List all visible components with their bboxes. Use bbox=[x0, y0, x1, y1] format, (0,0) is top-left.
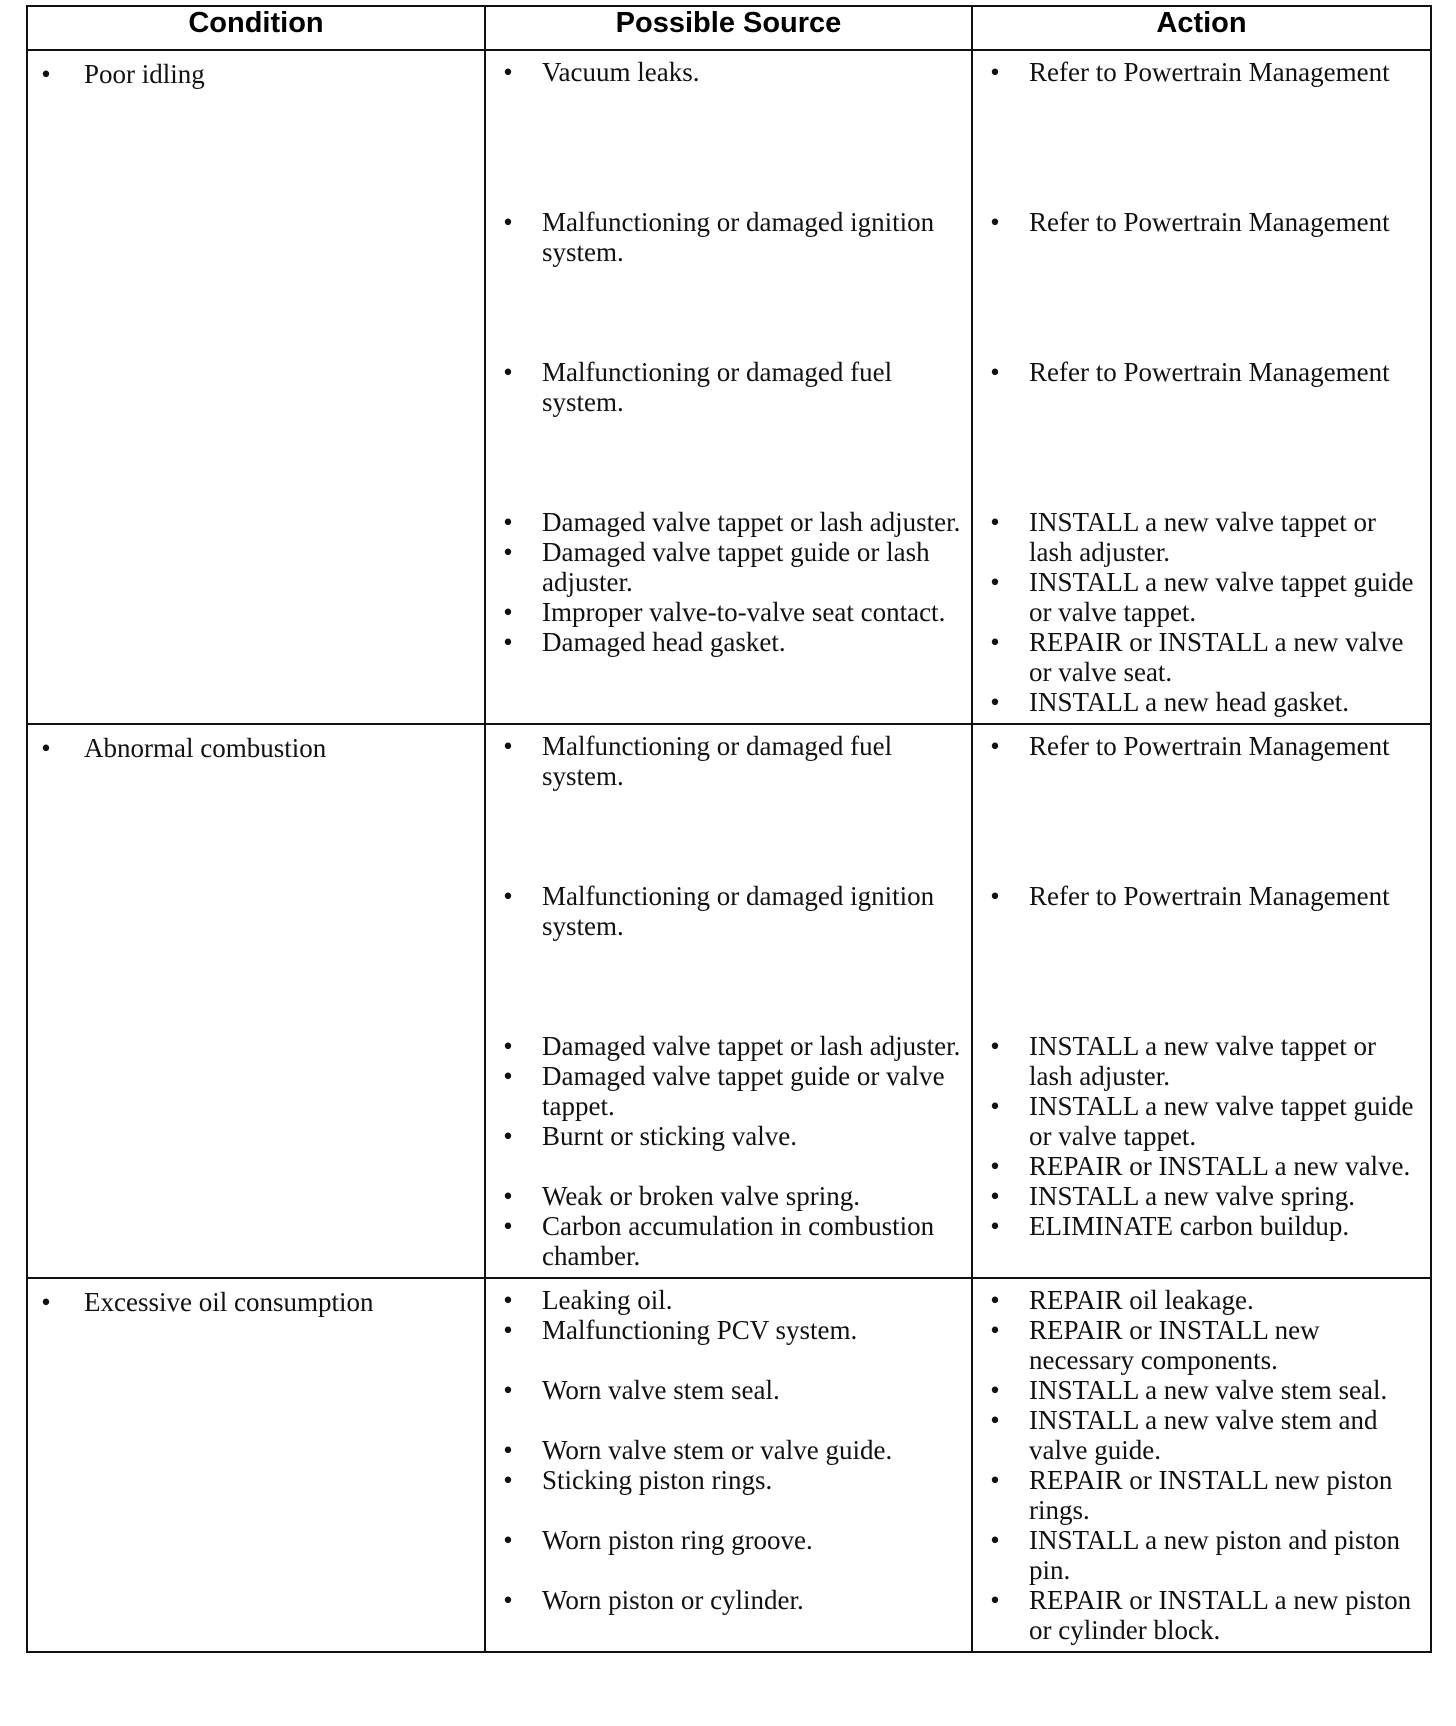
action-item-text: INSTALL a new valve stem seal. bbox=[1029, 1375, 1388, 1405]
source-item-text: Malfunctioning or damaged fuel system. bbox=[542, 357, 893, 417]
source-item bbox=[486, 1315, 963, 1345]
action-item bbox=[973, 1285, 1422, 1315]
action-item bbox=[973, 687, 1422, 717]
bullet-icon: • bbox=[990, 1211, 1000, 1241]
action-item-text: REPAIR or INSTALL a new valve or valve seat. bbox=[1029, 627, 1404, 687]
source-item-text: Malfunctioning or damaged ignition system. bbox=[542, 207, 935, 267]
action-item bbox=[973, 1091, 1422, 1151]
source-item-text: Damaged head gasket. bbox=[542, 627, 786, 657]
condition-item bbox=[28, 1287, 476, 1317]
source-item bbox=[486, 731, 963, 791]
action-item bbox=[973, 1031, 1422, 1091]
action-item bbox=[973, 1375, 1422, 1405]
action-item bbox=[973, 1181, 1422, 1211]
source-item-text: Damaged valve tappet or lash adjuster. bbox=[542, 507, 961, 537]
bullet-icon: • bbox=[990, 1525, 1000, 1555]
action-item-text: REPAIR or INSTALL new piston rings. bbox=[1029, 1465, 1393, 1525]
condition-cell bbox=[27, 724, 485, 1278]
source-item-text: Malfunctioning or damaged ignition system. bbox=[542, 881, 935, 941]
bullet-icon: • bbox=[990, 881, 1000, 911]
action-item-text: Refer to Powertrain Management bbox=[1029, 207, 1390, 237]
action-item-text: Refer to Powertrain Management bbox=[1029, 357, 1390, 387]
bullet-icon: • bbox=[503, 881, 513, 911]
bullet-icon: • bbox=[503, 357, 513, 387]
bullet-icon: • bbox=[990, 357, 1000, 387]
source-item-text: Carbon accumulation in combustion chamber. bbox=[542, 1211, 935, 1271]
action-group bbox=[973, 1031, 1422, 1241]
source-group bbox=[486, 57, 963, 207]
bullet-icon: • bbox=[41, 733, 51, 763]
bullet-icon: • bbox=[990, 1285, 1000, 1315]
source-item bbox=[486, 57, 963, 87]
header-action: Action bbox=[972, 6, 1431, 50]
action-item bbox=[973, 1211, 1422, 1241]
action-item-text: INSTALL a new valve tappet or lash adjuster. bbox=[1029, 507, 1376, 567]
bullet-icon: • bbox=[503, 1121, 513, 1151]
bullet-icon: • bbox=[503, 207, 513, 237]
action-item-text: Refer to Powertrain Management bbox=[1029, 57, 1390, 87]
action-item-text: INSTALL a new valve tappet guide or valve tappet. bbox=[1029, 1091, 1414, 1151]
source-item bbox=[486, 1285, 963, 1315]
source-item-text: Worn valve stem or valve guide. bbox=[542, 1435, 893, 1465]
action-group bbox=[973, 1285, 1422, 1645]
action-item bbox=[973, 207, 1422, 237]
source-item-text: Sticking piston rings. bbox=[542, 1465, 773, 1495]
bullet-icon: • bbox=[503, 1375, 513, 1405]
source-item-text: Improper valve-to-valve seat contact. bbox=[542, 597, 946, 627]
bullet-icon: • bbox=[503, 57, 513, 87]
bullet-icon: • bbox=[990, 1585, 1000, 1615]
bullet-icon: • bbox=[990, 1465, 1000, 1495]
bullet-icon: • bbox=[990, 567, 1000, 597]
source-item-text: Damaged valve tappet or lash adjuster. bbox=[542, 1031, 961, 1061]
action-group bbox=[973, 507, 1422, 717]
source-item-text: Worn piston or cylinder. bbox=[542, 1585, 804, 1615]
source-item bbox=[486, 1465, 963, 1495]
action-item-text: INSTALL a new head gasket. bbox=[1029, 687, 1349, 717]
source-group bbox=[486, 1285, 963, 1615]
header-condition: Condition bbox=[27, 6, 485, 50]
bullet-icon: • bbox=[990, 1091, 1000, 1121]
bullet-icon: • bbox=[41, 1287, 51, 1317]
condition-cell bbox=[27, 1278, 485, 1652]
condition-item-text: Excessive oil consumption bbox=[84, 1287, 374, 1317]
source-cell bbox=[485, 50, 972, 724]
bullet-icon: • bbox=[503, 1585, 513, 1615]
source-item bbox=[486, 537, 963, 597]
action-group bbox=[973, 881, 1422, 1031]
source-item-text: Malfunctioning or damaged fuel system. bbox=[542, 731, 893, 791]
action-group bbox=[973, 357, 1422, 507]
action-item bbox=[973, 57, 1422, 87]
source-item-text: Damaged valve tappet guide or lash adjuster. bbox=[542, 537, 930, 597]
action-item bbox=[973, 1315, 1422, 1375]
table-row bbox=[27, 50, 1431, 724]
header-possible-source: Possible Source bbox=[485, 6, 972, 50]
bullet-icon: • bbox=[990, 207, 1000, 237]
bullet-icon: • bbox=[990, 1375, 1000, 1405]
bullet-icon: • bbox=[990, 1405, 1000, 1435]
action-cell bbox=[972, 724, 1431, 1278]
source-item-text: Weak or broken valve spring. bbox=[542, 1181, 860, 1211]
action-item bbox=[973, 881, 1422, 911]
condition-cell bbox=[27, 50, 485, 724]
source-item bbox=[486, 881, 963, 941]
bullet-icon: • bbox=[990, 1315, 1000, 1345]
action-item bbox=[973, 627, 1422, 687]
bullet-icon: • bbox=[503, 1285, 513, 1315]
source-item bbox=[486, 627, 963, 657]
action-item-text: REPAIR or INSTALL new necessary components. bbox=[1029, 1315, 1320, 1375]
bullet-icon: • bbox=[990, 687, 1000, 717]
source-item bbox=[486, 1435, 963, 1465]
source-item bbox=[486, 1031, 963, 1061]
source-item-text: Burnt or sticking valve. bbox=[542, 1121, 797, 1151]
condition-item bbox=[28, 59, 476, 89]
condition-item bbox=[28, 733, 476, 763]
bullet-icon: • bbox=[503, 1315, 513, 1345]
action-item bbox=[973, 1525, 1422, 1585]
action-item-text: ELIMINATE carbon buildup. bbox=[1029, 1211, 1350, 1241]
bullet-icon: • bbox=[990, 507, 1000, 537]
action-item-text: REPAIR or INSTALL a new valve. bbox=[1029, 1151, 1411, 1181]
bullet-icon: • bbox=[503, 1525, 513, 1555]
action-group bbox=[973, 207, 1422, 357]
source-item bbox=[486, 1211, 963, 1271]
bullet-icon: • bbox=[503, 1031, 513, 1061]
source-cell bbox=[485, 724, 972, 1278]
source-item bbox=[486, 1181, 963, 1211]
table-row bbox=[27, 1278, 1431, 1652]
action-item-text: REPAIR oil leakage. bbox=[1029, 1285, 1254, 1315]
diagnosis-table bbox=[26, 5, 1432, 1653]
bullet-icon: • bbox=[503, 1061, 513, 1091]
action-item bbox=[973, 357, 1422, 387]
source-item bbox=[486, 507, 963, 537]
action-item bbox=[973, 1465, 1422, 1525]
source-item-text: Vacuum leaks. bbox=[542, 57, 700, 87]
bullet-icon: • bbox=[990, 627, 1000, 657]
source-item bbox=[486, 1585, 963, 1615]
source-item-text: Malfunctioning PCV system. bbox=[542, 1315, 858, 1345]
action-item bbox=[973, 1405, 1422, 1465]
table-row bbox=[27, 724, 1431, 1278]
action-item bbox=[973, 1151, 1422, 1181]
bullet-icon: • bbox=[503, 731, 513, 761]
bullet-icon: • bbox=[503, 1211, 513, 1241]
condition-item-text: Abnormal combustion bbox=[84, 733, 327, 763]
condition-item-text: Poor idling bbox=[84, 59, 205, 89]
source-item bbox=[486, 207, 963, 267]
bullet-icon: • bbox=[990, 731, 1000, 761]
action-item bbox=[973, 507, 1422, 567]
bullet-icon: • bbox=[41, 59, 51, 89]
source-cell bbox=[485, 1278, 972, 1652]
bullet-icon: • bbox=[990, 1151, 1000, 1181]
bullet-icon: • bbox=[503, 597, 513, 627]
source-item-text: Leaking oil. bbox=[542, 1285, 673, 1315]
source-item bbox=[486, 1061, 963, 1121]
header-row bbox=[27, 6, 1431, 50]
source-group bbox=[486, 357, 963, 507]
source-item bbox=[486, 1375, 963, 1405]
action-cell bbox=[972, 1278, 1431, 1652]
source-group bbox=[486, 207, 963, 357]
action-item-text: REPAIR or INSTALL a new piston or cylinder block. bbox=[1029, 1585, 1412, 1645]
action-group bbox=[973, 731, 1422, 881]
bullet-icon: • bbox=[990, 57, 1000, 87]
action-item-text: Refer to Powertrain Management bbox=[1029, 881, 1390, 911]
bullet-icon: • bbox=[503, 627, 513, 657]
action-group bbox=[973, 57, 1422, 207]
action-item-text: INSTALL a new valve spring. bbox=[1029, 1181, 1356, 1211]
action-item bbox=[973, 731, 1422, 761]
source-item-text: Damaged valve tappet guide or valve tappet. bbox=[542, 1061, 945, 1121]
source-group bbox=[486, 1031, 963, 1271]
action-item-text: INSTALL a new valve tappet or lash adjuster. bbox=[1029, 1031, 1376, 1091]
source-item bbox=[486, 1525, 963, 1555]
source-group bbox=[486, 731, 963, 881]
action-item-text: INSTALL a new piston and piston pin. bbox=[1029, 1525, 1401, 1585]
bullet-icon: • bbox=[503, 1435, 513, 1465]
source-group bbox=[486, 881, 963, 1031]
bullet-icon: • bbox=[503, 537, 513, 567]
action-item bbox=[973, 567, 1422, 627]
action-item bbox=[973, 1585, 1422, 1645]
action-item-text: INSTALL a new valve stem and valve guide. bbox=[1029, 1405, 1378, 1465]
source-item bbox=[486, 597, 963, 627]
source-item bbox=[486, 357, 963, 417]
source-item-text: Worn piston ring groove. bbox=[542, 1525, 813, 1555]
action-item-text: INSTALL a new valve tappet guide or valve tappet. bbox=[1029, 567, 1414, 627]
bullet-icon: • bbox=[503, 507, 513, 537]
action-item-text: Refer to Powertrain Management bbox=[1029, 731, 1390, 761]
bullet-icon: • bbox=[503, 1465, 513, 1495]
source-group bbox=[486, 507, 963, 657]
action-cell bbox=[972, 50, 1431, 724]
source-item-text: Worn valve stem seal. bbox=[542, 1375, 780, 1405]
source-item bbox=[486, 1121, 963, 1151]
bullet-icon: • bbox=[503, 1181, 513, 1211]
bullet-icon: • bbox=[990, 1031, 1000, 1061]
bullet-icon: • bbox=[990, 1181, 1000, 1211]
